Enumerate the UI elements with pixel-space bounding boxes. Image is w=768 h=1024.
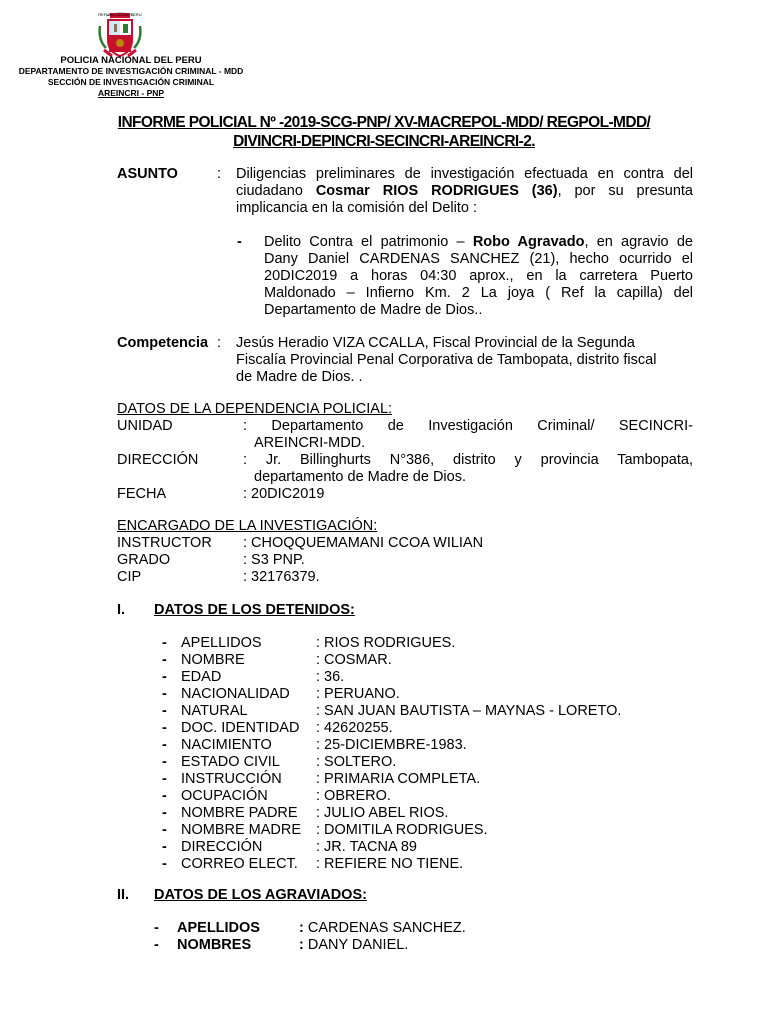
asunto-line-2a: ciudadano: [236, 183, 316, 199]
detainee-row-dash: -: [162, 703, 167, 719]
asunto-line-2c: , por su presunta: [557, 183, 693, 199]
delito-line-5: Departamento de Madre de Dios..: [264, 302, 483, 318]
peru-coat-of-arms-icon: [96, 10, 144, 60]
agraviado-dash: -: [154, 937, 159, 953]
agraviado-apellidos-label: APELLIDOS: [177, 920, 260, 936]
competencia-colon: :: [217, 335, 222, 351]
report-title-line-1: INFORME POLICIAL Nº -2019-SCG-PNP/ XV-MACREPOL-MDD/ REGPOL-MDD/: [117, 114, 651, 131]
delito-bullet: -: [237, 234, 242, 250]
section-1-heading: DATOS DE LOS DETENIDOS:: [154, 602, 355, 618]
delito-line-4: Maldonado – Infierno Km. 2 La joya ( Ref la capilla) del: [264, 285, 693, 301]
detainee-field-label: CORREO ELECT.: [181, 856, 298, 872]
agraviado-nombres-colon: :: [299, 937, 304, 953]
dependencia-heading: DATOS DE LA DEPENDENCIA POLICIAL:: [117, 401, 393, 417]
detainee-field-value: : 42620255.: [316, 720, 393, 736]
detainee-row-dash: -: [162, 788, 167, 804]
agraviado-nombres-label: NOMBRES: [177, 937, 252, 953]
detainee-row-dash: -: [162, 839, 167, 855]
asunto-line-3: implicancia en la comisión del Delito :: [236, 200, 477, 216]
delito-line-3: 20DIC2019 a horas 04:30 aprox., en la carretera Puerto: [264, 268, 693, 284]
fecha-label: FECHA: [117, 486, 167, 502]
section-2-heading: DATOS DE LOS AGRAVIADOS:: [154, 887, 367, 903]
direccion-value-line-2: departamento de Madre de Dios.: [254, 469, 466, 485]
detainee-field-value: : JULIO ABEL RIOS.: [316, 805, 449, 821]
instructor-label: INSTRUCTOR: [117, 535, 212, 551]
detainee-field-label: NATURAL: [181, 703, 248, 719]
cip-label: CIP: [117, 569, 142, 585]
detainee-field-label: DIRECCIÓN: [181, 839, 263, 855]
detainee-field-value: : OBRERO.: [316, 788, 391, 804]
competencia-label: Competencia: [117, 335, 209, 351]
detainee-field-label: NOMBRE: [181, 652, 245, 668]
detainee-field-value: : JR. TACNA 89: [316, 839, 417, 855]
detainee-field-label: NOMBRE PADRE: [181, 805, 298, 821]
detainee-field-label: NOMBRE MADRE: [181, 822, 302, 838]
grado-label: GRADO: [117, 552, 171, 568]
agraviado-nombres-text: DANY DANIEL.: [303, 937, 409, 953]
detainee-row-dash: -: [162, 771, 167, 787]
detainee-field-value: : 25-DICIEMBRE-1983.: [316, 737, 467, 753]
detainee-field-value: : REFIERE NO TIENE.: [316, 856, 464, 872]
competencia-line-2: Fiscalía Provincial Penal Corporativa de Tambopata, distrito fiscal: [236, 352, 657, 368]
asunto-colon: :: [217, 166, 222, 182]
detainee-field-label: NACIONALIDAD: [181, 686, 290, 702]
detainee-field-label: DOC. IDENTIDAD: [181, 720, 300, 736]
encargado-heading: ENCARGADO DE LA INVESTIGACIÓN:: [117, 518, 378, 534]
detainee-row-dash: -: [162, 805, 167, 821]
header-line-3: SECCIÓN DE INVESTIGACIÓN CRIMINAL: [47, 77, 215, 87]
direccion-value-line-1: : Jr. Billinghurts N°386, distrito y provincia Tambopata,: [243, 452, 693, 468]
agraviado-apellidos-text: CARDENAS SANCHEZ.: [303, 920, 466, 936]
unidad-value-line-2: AREINCRI-MDD.: [254, 435, 366, 451]
delito-line-2: Dany Daniel CARDENAS SANCHEZ (21), hecho ocurrido el: [264, 251, 693, 267]
detainee-field-value: : PRIMARIA COMPLETA.: [316, 771, 481, 787]
competencia-line-1: Jesús Heradio VIZA CCALLA, Fiscal Provincial de la Segunda: [236, 335, 635, 351]
delito-line-1c: , en agravio de: [584, 234, 693, 250]
detainee-field-label: INSTRUCCIÓN: [181, 771, 282, 787]
instructor-value: : CHOQQUEMAMANI CCOA WILIAN: [243, 535, 484, 551]
agraviado-nombres-value: [299, 937, 408, 954]
delito-line-1a: Delito Contra el patrimonio –: [264, 234, 473, 250]
suspect-name: Cosmar RIOS RODRIGUES (36): [315, 183, 558, 199]
agraviado-dash: -: [154, 920, 159, 936]
detainee-field-label: APELLIDOS: [181, 635, 262, 651]
detainee-row-dash: -: [162, 822, 167, 838]
institution-header: [0, 55, 262, 99]
unidad-label: UNIDAD: [117, 418, 173, 434]
header-line-1: POLICIA NACIONAL DEL PERU: [60, 55, 202, 66]
header-line-2: DEPARTAMENTO DE INVESTIGACIÓN CRIMINAL - MDD: [18, 66, 244, 76]
asunto-line-2: [236, 183, 693, 200]
detainee-row-dash: -: [162, 856, 167, 872]
detainee-row-dash: -: [162, 669, 167, 685]
report-title-line-2: DIVINCRI-DEPINCRI-SECINCRI-AREINCRI-2.: [233, 133, 535, 150]
detainee-row-dash: -: [162, 737, 167, 753]
section-1-number: I.: [117, 602, 126, 618]
detainee-field-label: ESTADO CIVIL: [181, 754, 280, 770]
detainee-field-value: : PERUANO.: [316, 686, 400, 702]
detainee-field-label: EDAD: [181, 669, 222, 685]
detainee-field-label: OCUPACIÓN: [181, 788, 268, 804]
asunto-line-1: Diligencias preliminares de investigación efectuada en contra del: [236, 166, 693, 182]
detainee-field-label: NACIMIENTO: [181, 737, 272, 753]
detainee-row-dash: -: [162, 652, 167, 668]
detainee-row-dash: -: [162, 754, 167, 770]
detainee-row-dash: -: [162, 720, 167, 736]
detainee-field-value: : SOLTERO.: [316, 754, 397, 770]
detainee-field-value: : RIOS RODRIGUES.: [316, 635, 456, 651]
delito-type: Robo Agravado: [472, 234, 585, 250]
agraviado-apellidos-value: [299, 920, 466, 937]
grado-value: : S3 PNP.: [243, 552, 305, 568]
header-line-4: AREINCRI - PNP: [97, 88, 165, 98]
detainee-field-value: : DOMITILA RODRIGUES.: [316, 822, 488, 838]
detainee-row-dash: -: [162, 686, 167, 702]
section-2-number: II.: [117, 887, 130, 903]
unidad-value-line-1: : Departamento de Investigación Criminal/ SECINCRI-: [243, 418, 693, 434]
delito-line-1: [264, 234, 693, 251]
detainee-row-dash: -: [162, 635, 167, 651]
asunto-label: ASUNTO: [117, 166, 178, 182]
fecha-value: : 20DIC2019: [243, 486, 325, 502]
competencia-line-3: de Madre de Dios. .: [236, 369, 363, 385]
detainee-field-value: : COSMAR.: [316, 652, 392, 668]
agraviado-apellidos-colon: :: [299, 920, 304, 936]
direccion-label: DIRECCIÓN: [117, 452, 199, 468]
crest-caption: REPUBLICA DEL PERU: [98, 12, 142, 17]
cip-value: : 32176379.: [243, 569, 320, 585]
detainee-field-value: : SAN JUAN BAUTISTA – MAYNAS - LORETO.: [316, 703, 622, 719]
detainee-field-value: : 36.: [316, 669, 345, 685]
